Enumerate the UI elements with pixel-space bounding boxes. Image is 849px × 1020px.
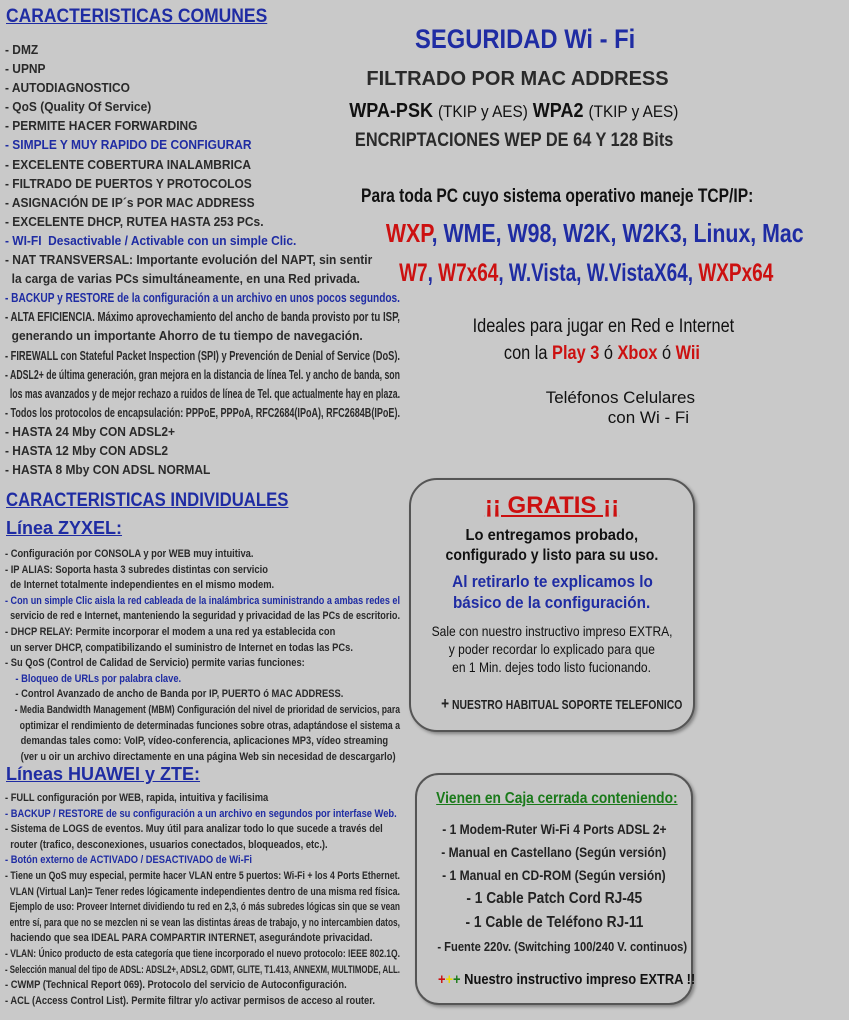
zyxel-feature-item: optimizar el rendimiento de determinadas funciones sobre otras, adaptándose el sistema a (5, 719, 400, 732)
huawei-feature-item: - BACKUP / RESTORE de su configuración a un archivo en segundos por interfase Web. (5, 807, 397, 820)
zyxel-feature-item: - Configuración por CONSOLA y por WEB muy intuitiva. (5, 548, 254, 560)
common-feature-item: - PERMITE HACER FORWARDING (5, 118, 198, 134)
common-feature-item: - DMZ (5, 42, 39, 57)
gratis-box (409, 478, 695, 732)
os-intro: Para toda PC cuyo sistema operativo maneje TCP/IP: (361, 186, 754, 207)
common-feature-item: - ASIGNACIÓN DE IP´s POR MAC ADDRESS (5, 194, 255, 210)
box-contents-item: - Manual en Castellano (Según versión) (441, 844, 667, 860)
huawei-feature-item: router (trafico, desconexiones, usuarios conectados, bloqueados, etc.). (5, 838, 328, 851)
individual-features-title: CARACTERISTICAS INDIVIDUALES (6, 490, 289, 511)
box-contents-title: Vienen en Caja cerrada conteniendo: (436, 790, 678, 807)
box-contents-item: - 1 Cable Patch Cord RJ-45 (466, 890, 642, 907)
os-line-1: WXP, WME, W98, W2K, W2K3, Linux, Mac (385, 218, 804, 248)
security-title: SEGURIDAD Wi - Fi (415, 24, 636, 54)
common-feature-item: - AUTODIAGNOSTICO (5, 80, 130, 96)
huawei-feature-item: VLAN (Virtual Lan)= Tener redes lógicamente independientes dentro de una misma red física. (5, 885, 400, 898)
wii-label: Wii (675, 343, 700, 364)
huawei-feature-item: entre sí, para que no se mezclen ni se vean las distintas áreas de trabajo, y no intercambien datos, (5, 916, 400, 929)
wpa-psk-note: (TKIP y AES) (438, 102, 528, 121)
common-feature-item: - HASTA 8 Mby CON ADSL NORMAL (5, 462, 211, 478)
box-contents (415, 773, 696, 1005)
zyxel-feature-item: - Media Bandwidth Management (MBM) Configuración del nivel de prioridad de servicios, para (5, 703, 400, 716)
box-contents-item: - 1 Manual en CD-ROM (Según versión) (442, 867, 666, 883)
gratis-instructions-text: Sale con nuestro instructivo impreso EXTRA, y poder recordar lo explicado para que en 1 Min. dejes todo listo fucionando. (431, 623, 673, 675)
os-line-2: W7, W7x64, W.Vista, W.VistaX64, WXPx64 (399, 259, 774, 287)
plus-icon-red: + (437, 971, 446, 988)
common-feature-item: - EXCELENTE COBERTURA INALAMBRICA (5, 156, 252, 172)
huawei-feature-item: Ejemplo de uso: Proveer Internet dividiendo tu red en 2,3, ó más subredes lógicas sin que se vean (5, 901, 400, 914)
box-contents-item: - 1 Cable de Teléfono RJ-11 (465, 914, 643, 931)
games-line-1: Ideales para jugar en Red e Internet (472, 316, 735, 337)
box-contents-item: - Fuente 220v. (Switching 100/240 V. continuos) (437, 939, 688, 954)
zyxel-feature-item: - DHCP RELAY: Permite incorporar el modem a una red ya establecida con (5, 625, 336, 638)
huawei-feature-item: - ACL (Access Control List). Permite filtrar y/o activar permisos de acceso al router. (5, 994, 375, 1007)
common-feature-item: - ADSL2+ de última generación, gran mejora en la distancia de línea Tel. y ancho de banda, son (5, 366, 400, 382)
phones-text: Teléfonos Celulares con Wi - Fi (545, 388, 695, 427)
common-feature-item: - SIMPLE Y MUY RAPIDO DE CONFIGURAR (5, 137, 252, 153)
common-feature-item: generando un importante Ahorro de tu tiempo de navegación. (5, 328, 363, 344)
wpa2-label: WPA2 (532, 100, 584, 122)
huawei-features-list (5, 788, 405, 1006)
mac-filter-text: FILTRADO POR MAC ADDRESS (366, 68, 669, 90)
huawei-feature-item: haciendo que sea IDEAL PARA COMPARTIR INTERNET, asegurándote privacidad. (5, 932, 373, 945)
play3-label: Play 3 (552, 343, 600, 364)
zyxel-feature-item: servicio de red e Internet, manteniendo la seguridad y privacidad de las PCs de escritorio. (5, 610, 400, 623)
zyxel-feature-item: - Control Avanzado de ancho de Banda por IP, PUERTO ó MAC ADDRESS. (5, 688, 344, 701)
gratis-delivery-text: Lo entregamos probado, configurado y listo para su uso. (445, 527, 659, 564)
wep-text: ENCRIPTACIONES WEP DE 64 Y 128 Bits (354, 130, 674, 151)
common-feature-item: - HASTA 12 Mby CON ADSL2 (5, 442, 169, 458)
gratis-title: ¡¡ GRATIS ¡¡ (484, 492, 620, 519)
common-feature-item: - FIREWALL con Stateful Packet Inspection (SPI) y Prevención de Denial of Service (DoS). (5, 347, 400, 363)
common-feature-item: - ALTA EFICIENCIA. Máximo aprovechamiento del ancho de banda provisto por tu ISP, (5, 309, 400, 325)
box-extra-line: +++ Nuestro instructivo impreso EXTRA !! (437, 971, 696, 988)
huawei-feature-item: - Sistema de LOGS de eventos. Muy útil para analizar todo lo que sucede a través del (5, 823, 383, 836)
common-features-title: CARACTERISTICAS COMUNES (6, 6, 268, 27)
common-feature-item: - WI-FI Desactivable / Activable con un simple Clic. (5, 232, 297, 248)
box-contents-list (417, 821, 691, 961)
huawei-feature-item: - Tiene un QoS muy especial, permite hacer VLAN entre 5 puertos: Wi-Fi + los 4 Ports Ethernet. (5, 869, 400, 882)
huawei-feature-item: - Selección manual del tipo de ADSL: ADSL2+, ADSL2, GDMT, GLITE, T1.413, ANNEXM, MULTIMODE, ALL. (5, 963, 400, 976)
huawei-feature-item: - FULL configuración por WEB, rapida, intuitiva y facilisima (5, 792, 269, 804)
box-contents-item: - 1 Modem-Ruter Wi-Fi 4 Ports ADSL 2+ (441, 821, 667, 837)
gratis-explain-text: Al retirarlo te explicamos lo básico de la configuración. (451, 572, 653, 612)
common-feature-item: - HASTA 24 Mby CON ADSL2+ (5, 423, 176, 439)
common-feature-item: - Todos los protocolos de encapsulación: PPPoE, PPPoA, RFC2684(IPoA), RFC2684B(IPoE). (5, 404, 400, 420)
common-feature-item: - BACKUP y RESTORE de la configuración a un archivo en unos pocos segundos. (5, 290, 400, 306)
common-feature-item: los mas avanzados y de mejor rechazo a ruidos de línea de Tel. que actualmente hay en plaza. (5, 385, 400, 401)
gratis-support-text: + NUESTRO HABITUAL SOPORTE TELEFONICO (441, 694, 683, 713)
zyxel-feature-item: - Su QoS (Control de Calidad de Servicio) permite varias funciones: (5, 657, 305, 670)
plus-icon-yellow: + (445, 971, 454, 988)
huawei-feature-item: - VLAN: Único producto de esta categoría que tiene incorporado el nuevo protocolo: IEEE 802.1Q. (5, 947, 400, 960)
zyxel-feature-item: - IP ALIAS: Soporta hasta 3 subredes distintas con servicio (5, 563, 268, 576)
zyxel-features-list (5, 544, 405, 762)
common-feature-item: - QoS (Quality Of Service) (5, 99, 152, 115)
games-line-2: con la Play 3 ó Xbox ó Wii (503, 343, 700, 364)
huawei-feature-item: - CWMP (Technical Report 069). Protocolo del servicio de Autoconfiguración. (5, 979, 347, 992)
common-feature-item: - FILTRADO DE PUERTOS Y PROTOCOLOS (5, 175, 252, 191)
plus-icon-green: + (453, 971, 461, 988)
zyxel-feature-item: demandas tales como: VoIP, vídeo-conferencia, aplicaciones MP3, vídeo streaming (5, 735, 389, 748)
wpa-psk-label: WPA-PSK (349, 100, 434, 122)
common-feature-item: - NAT TRANSVERSAL: Importante evolución del NAPT, sin sentir (5, 252, 373, 268)
zyxel-feature-item: - Bloqueo de URLs por palabra clave. (5, 672, 182, 685)
zyxel-feature-item: de Internet totalmente independientes en el mismo modem. (5, 579, 275, 592)
huawei-title: Líneas HUAWEI y ZTE: (6, 764, 201, 784)
wpa2-note: (TKIP y AES) (588, 102, 679, 121)
zyxel-feature-item: un server DHCP, compatibilizando el suministro de Internet en todas las PCs. (5, 641, 353, 654)
xbox-label: Xbox (617, 343, 658, 364)
common-feature-item: - EXCELENTE DHCP, RUTEA HASTA 253 PCs. (5, 213, 264, 229)
zyxel-feature-item: (ver u oir un archivo directamente en una página Web sin necesidad de descargarlo) (5, 750, 396, 763)
common-feature-item: - UPNP (5, 61, 46, 77)
zyxel-title: Línea ZYXEL: (6, 518, 123, 538)
plus-icon: + (441, 694, 450, 713)
wpa-line (328, 100, 700, 123)
common-feature-item: la carga de varias PCs simultáneamente, en una Red privada. (5, 271, 360, 287)
huawei-feature-item: - Botón externo de ACTIVADO / DESACTIVADO de Wi-Fi (5, 854, 253, 867)
zyxel-feature-item: - Con un simple Clic aisla la red cableada de la inalámbrica suministrando a ambas redes el (5, 594, 400, 607)
